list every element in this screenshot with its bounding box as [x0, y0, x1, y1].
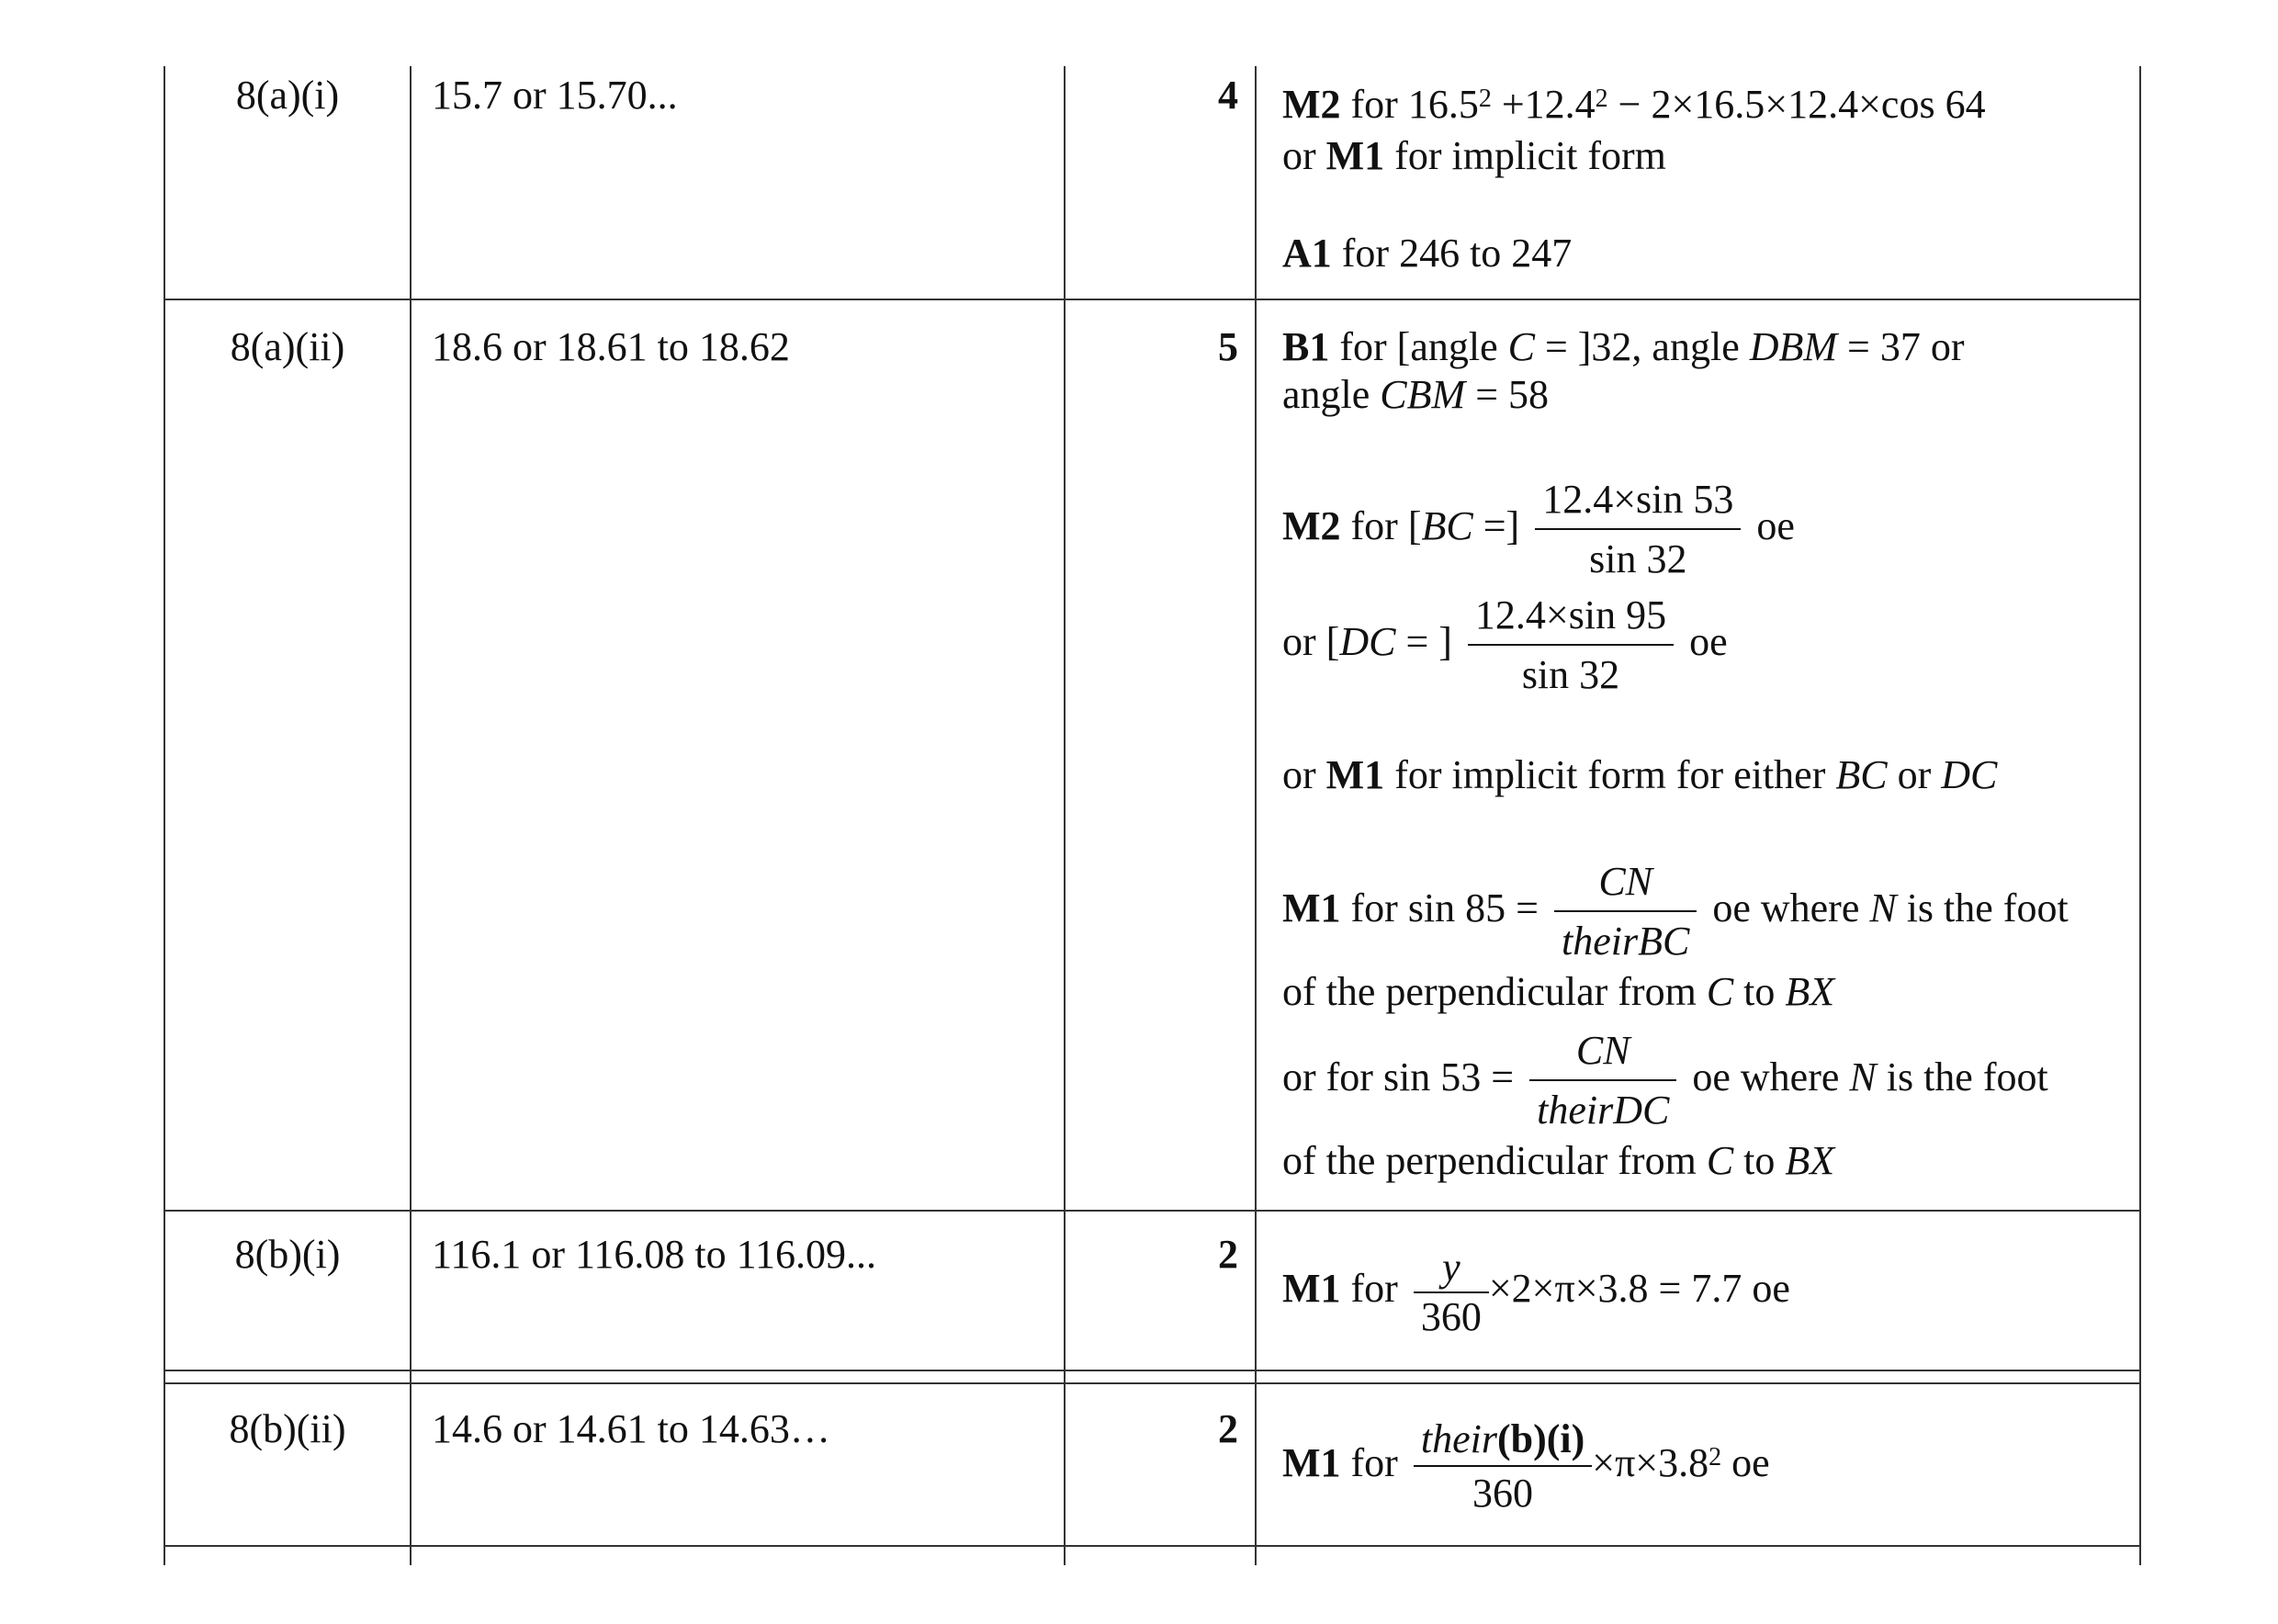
table-border-right [2139, 66, 2141, 1565]
mark-code: M1 [1282, 885, 1341, 930]
mark-code: A1 [1282, 231, 1332, 276]
marks: 2 [1218, 1406, 1238, 1451]
row-separator [164, 1382, 2141, 1384]
mark-code: M1 [1282, 1440, 1341, 1485]
guidance-line: M2 for [BC =] $\frac{12.4\times\sin 53}{\sin 32}$ oe [1282, 468, 1795, 589]
mark-code: M1 [1325, 752, 1385, 797]
fraction: $\frac{12.4\times\sin 95}{\sin 32}$ [1468, 587, 1674, 705]
guidance-line: M1 for $\frac{y}{360}$ ×2×π×3.8 = 7.7 oe [1282, 1244, 1790, 1339]
fraction: $\frac{\text{their(b)(i)}}{360}$ [1414, 1414, 1592, 1520]
answer: 15.7 or 15.70... [432, 73, 678, 118]
mark-code: B1 [1282, 324, 1330, 369]
guidance-line: or M1 for implicit form for either BC or DC [1282, 752, 1998, 797]
guidance-line: M2 for $16.5^2 +12.4^2 - 2\times 16.5\times 12.4\times\cos$ 64 [1282, 82, 1986, 127]
fraction: $\frac{y}{360}$ [1414, 1244, 1489, 1341]
mark-code: M2 [1282, 503, 1341, 548]
marks: 4 [1218, 73, 1238, 118]
table-divider-marks [1255, 66, 1257, 1565]
answer: 18.6 or 18.61 to 18.62 [432, 324, 790, 369]
guidance-line: A1 for 246 to 247 [1282, 231, 1573, 276]
marks: 5 [1218, 324, 1238, 369]
guidance-line: of the perpendicular from C to BX [1282, 1138, 1835, 1183]
guidance-line: M1 for sin 85 = $\frac{CN}{\text{theirBC}}$ oe where N is the foot [1282, 851, 2069, 971]
question-number: 8(b)(i) [234, 1232, 341, 1277]
fraction: $\frac{CN}{\text{theirDC}}$ [1529, 1022, 1676, 1140]
answer: 14.6 or 14.61 to 14.63… [432, 1406, 830, 1451]
guidance-line: M1 for $\frac{\text{their(b)(i)}}{360}$ $\times\pi\times 3.8^2$ oe [1282, 1405, 1770, 1521]
guidance-line: B1 for [angle C = ]32, angle DBM = 37 or [1282, 324, 1965, 369]
row-separator [164, 1545, 2141, 1547]
question-number: 8(a)(ii) [230, 324, 345, 369]
fraction: $\frac{CN}{\text{theirBC}}$ [1554, 853, 1697, 971]
mark-code: M1 [1282, 1266, 1341, 1311]
table-divider-answer [1064, 66, 1066, 1565]
question-number: 8(b)(ii) [229, 1406, 346, 1451]
guidance-line: or for sin 53 = $\frac{CN}{\text{theirDC}}$ oe where N is the foot [1282, 1020, 2048, 1140]
row-separator [164, 1370, 2141, 1371]
guidance-line: of the perpendicular from C to BX [1282, 969, 1835, 1014]
mark-code: M1 [1325, 133, 1385, 178]
row-separator [164, 299, 2141, 300]
row-separator [164, 1210, 2141, 1212]
mark-code: M2 [1282, 82, 1341, 127]
guidance-line: or M1 for implicit form [1282, 133, 1666, 178]
fraction: $\frac{12.4\times\sin 53}{\sin 32}$ [1535, 471, 1741, 589]
guidance-line: angle CBM = 58 [1282, 372, 1550, 417]
question-number: 8(a)(i) [235, 73, 340, 118]
answer: 116.1 or 116.08 to 116.09... [432, 1232, 876, 1277]
table-border-left [164, 66, 165, 1565]
table-divider-question [410, 66, 412, 1565]
marks: 2 [1218, 1232, 1238, 1277]
guidance-line: or [DC = ] $\frac{12.4\times\sin 95}{\sin 32}$ oe [1282, 584, 1728, 705]
